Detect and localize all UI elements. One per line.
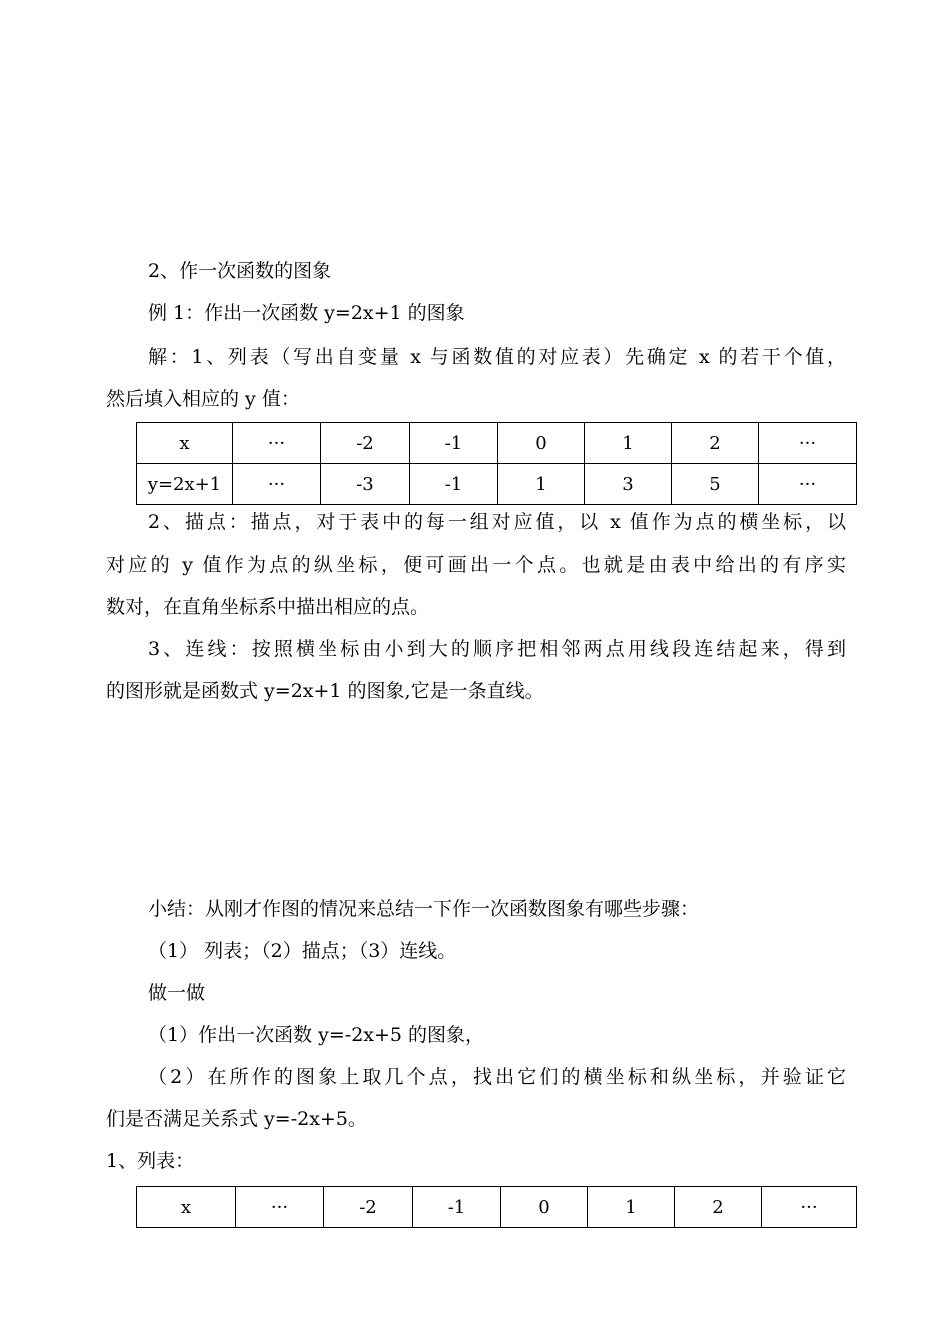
table-cell: 5 bbox=[672, 464, 759, 505]
table-cell: ··· bbox=[233, 423, 321, 464]
table-cell: ··· bbox=[233, 464, 321, 505]
table-cell: ··· bbox=[759, 464, 857, 505]
list-label: 1、列表： bbox=[106, 1150, 195, 1172]
table-cell: -1 bbox=[410, 464, 498, 505]
connect-step-line-2: 的图形就是函数式 y=2x+1 的图象,它是一条直线。 bbox=[106, 680, 544, 702]
table-cell: x bbox=[137, 1187, 236, 1228]
table-cell: y=2x+1 bbox=[137, 464, 233, 505]
connect-step-line-1: 3、连线：按照横坐标由小到大的顺序把相邻两点用线段连结起来，得到 bbox=[148, 638, 846, 660]
table-cell: 3 bbox=[585, 464, 672, 505]
task-2-line-1: （2）在所作的图象上取几个点，找出它们的横坐标和纵坐标，并验证它 bbox=[148, 1066, 846, 1088]
table-cell: -2 bbox=[324, 1187, 413, 1228]
solution-line-2: 然后填入相应的 y 值： bbox=[106, 388, 300, 410]
solution-line-1: 解：1、列表（写出自变量 x 与函数值的对应表）先确定 x 的若干个值， bbox=[148, 346, 846, 368]
table-cell: 0 bbox=[498, 423, 585, 464]
table-cell: 1 bbox=[498, 464, 585, 505]
table-cell: 1 bbox=[588, 1187, 675, 1228]
table-row bbox=[137, 464, 857, 505]
plot-step-line-1: 2、描点：描点，对于表中的每一组对应值，以 x 值作为点的横坐标，以 bbox=[148, 511, 846, 533]
example-title: 例 1：作出一次函数 y=2x+1 的图象 bbox=[148, 302, 465, 324]
task-1: （1）作出一次函数 y=-2x+5 的图象， bbox=[148, 1024, 485, 1046]
summary-line-1: 小结：从刚才作图的情况来总结一下作一次函数图象有哪些步骤： bbox=[148, 898, 700, 920]
table-row bbox=[137, 423, 857, 464]
table-cell: -1 bbox=[410, 423, 498, 464]
table-cell: -3 bbox=[321, 464, 410, 505]
table-cell: 2 bbox=[672, 423, 759, 464]
table-cell: 1 bbox=[585, 423, 672, 464]
table-cell: ··· bbox=[762, 1187, 857, 1228]
value-table-1 bbox=[136, 422, 857, 505]
task-2-line-2: 们是否满足关系式 y=-2x+5。 bbox=[106, 1108, 367, 1130]
table-cell: ··· bbox=[759, 423, 857, 464]
table-cell: 2 bbox=[675, 1187, 762, 1228]
table-cell: -2 bbox=[321, 423, 410, 464]
plot-step-line-2: 对应的 y 值作为点的纵坐标，便可画出一个点。也就是由表中给出的有序实 bbox=[106, 554, 846, 576]
table-cell: ··· bbox=[236, 1187, 324, 1228]
table-cell: -1 bbox=[413, 1187, 501, 1228]
table-cell: x bbox=[137, 423, 233, 464]
table-cell: 0 bbox=[501, 1187, 588, 1228]
table-row bbox=[137, 1187, 857, 1228]
value-table-2 bbox=[136, 1186, 857, 1228]
summary-line-2: （1） 列表；（2）描点；（3）连线。 bbox=[148, 940, 457, 962]
heading: 2、作一次函数的图象 bbox=[148, 260, 332, 282]
exercise-title: 做一做 bbox=[148, 982, 206, 1004]
plot-step-line-3: 数对，在直角坐标系中描出相应的点。 bbox=[106, 596, 430, 618]
